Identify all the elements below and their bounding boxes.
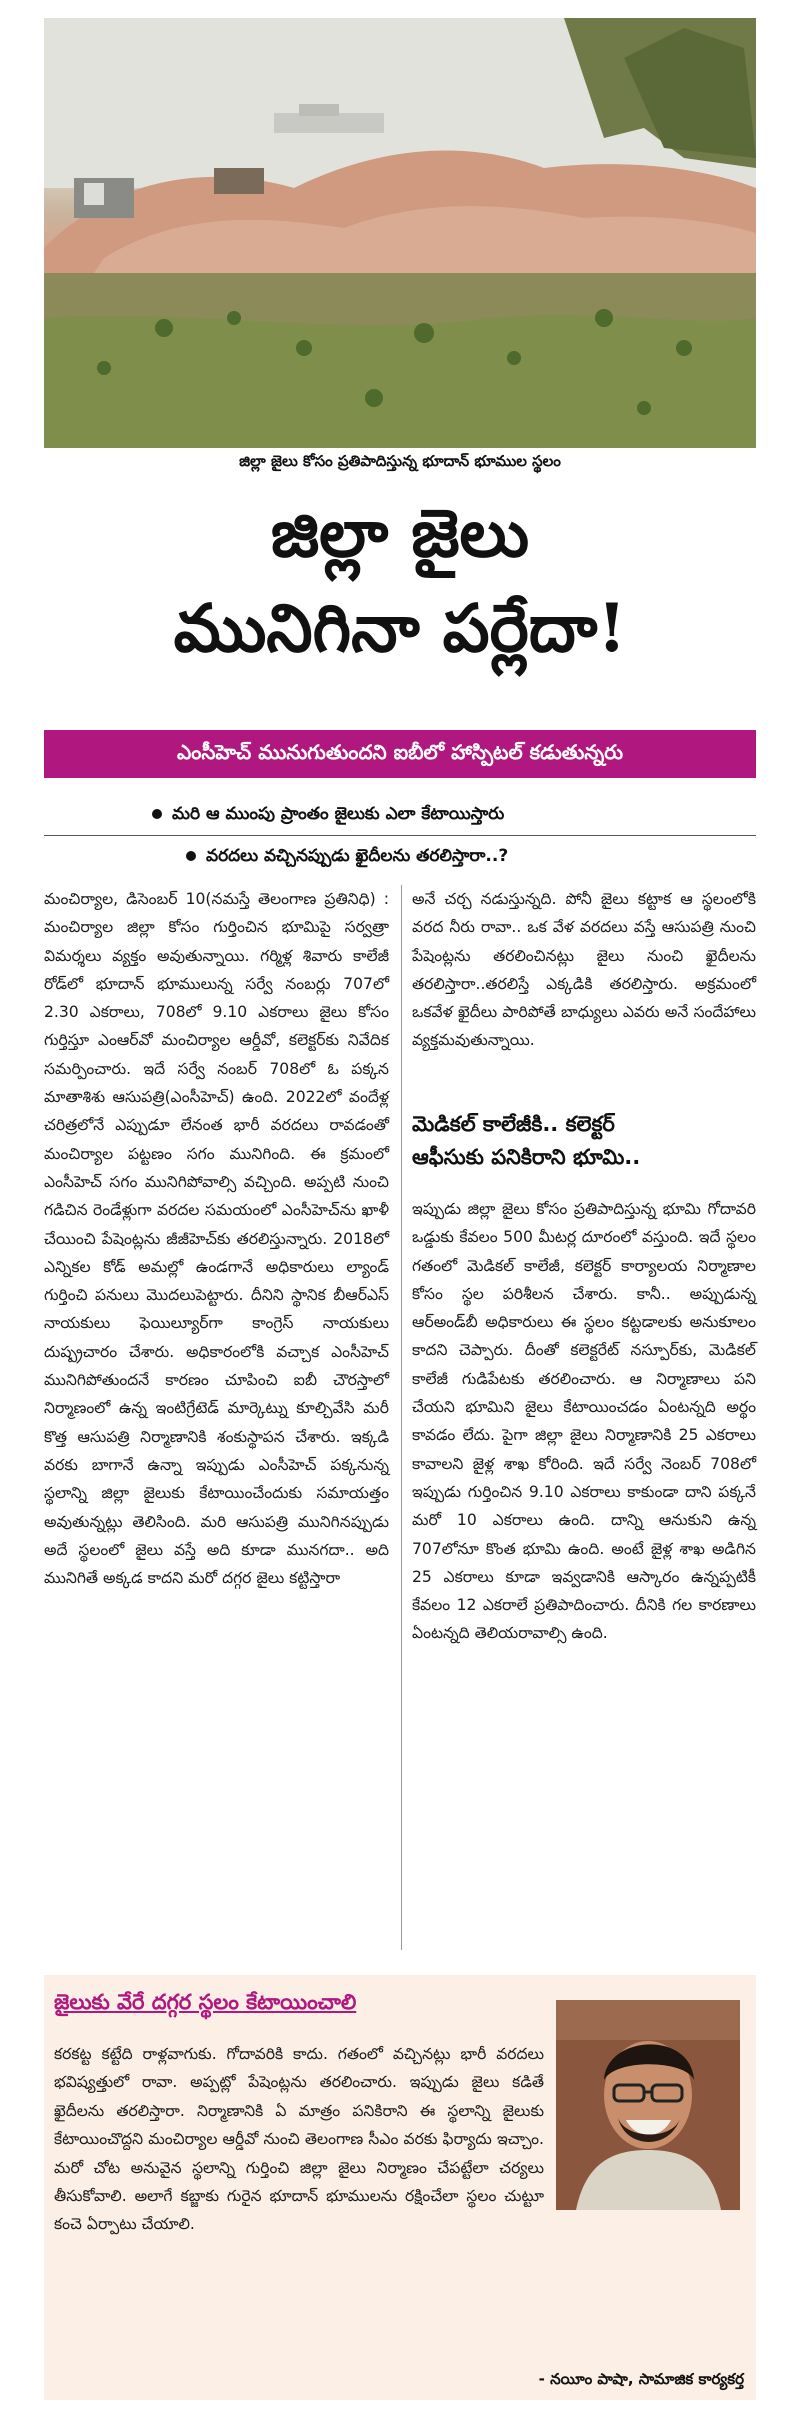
divider [44,835,756,836]
subheading-2 [186,846,508,870]
article-right-top-text: అనే చర్చ నడుస్తున్నది. పోనీ జైలు కట్టాక ఆ స్థలంలోకి వరద నీరు రావా.. ఒక వేళ వరదలు వస్తే ఆసుపత్రి నుంచి పేషెంట్లను తరలించినట్లు జైలు నుంచి ఖైదీలను తరలిస్తారా..తరలిస్తే ఎక్కడికి తరలిస్తారు. అక్రమంలో ఒకవేళ ఖైదీలు పారిపోతే బాధ్యులు ఎవరు అనే సందేహాలు వ్యక్తమవుతున్నాయి. [412,890,756,1050]
right-subheading-line-1: మెడికల్ కాలేజీకి.. కలెక్టర్ [412,1112,615,1136]
subheading-2-text: వరదలు వచ్చినప్పుడు ఖైదీలను తరలిస్తారా..? [206,846,509,866]
article-right-column-bottom [412,1195,756,1648]
article-right-bottom-text: ఇప్పుడు జిల్లా జైలు కోసం ప్రతిపాదిస్తున్న భూమి గోదావరి ఒడ్డుకు కేవలం 500 మీటర్ల దూరంలో వస్తుంది. ఇదే స్థలం గతంలో మెడికల్ కాలేజీ, కలెక్టర్ కార్యాలయ నిర్మాణాల కోసం స్థల పరిశీలన చేశారు. కానీ.. అప్పుడున్న ఆర్‌అండ్‌బీ అధికారులు ఈ స్థలం కట్టడాలకు అనుకూలం కాదని చెప్పారు. దీంతో కలెక్టరేట్ నస్పూర్‌కు, మెడికల్ కాలేజీ గుడిపేటకు తరలించారు. ఆ నిర్మాణాలు పని చేయని భూమిని జైలు కేటాయించడం ఏంటన్నది అర్థం కావడం లేదు. పైగా జిల్లా జైలు నిర్మాణానికి 25 ఎకరాలు కావాలని జైళ్ల శాఖ కోరింది. ఇదే సర్వే నెంబర్ 708లో ఇప్పుడు గుర్తించిన 9.10 ఎకరాలు కాకుండా దాని పక్కనే మరో 10 ఎకరాలు ఉంది. దాన్ని ఆనుకుని ఉన్న 707లోనూ కొంత భూమి ఉంది. అంటే జైళ్ల శాఖ అడిగిన 25 ఎకరాలు కూడా ఇవ్వడానికి ఆస్కారం ఉన్నప్పటికీ కేవలం 12 ఎకరాలే ప్రతిపాదించారు. దీనికి గల కారణాలు ఏంటన్నది తెలియరావాల్సి ఉంది. [412,1200,756,1643]
quote-author: - నయీం పాషా, సామాజిక కార్యకర్త [538,2370,744,2388]
headline-banner: ఎంసీహెచ్ మునుగుతుందని ఐబీలో హాస్పిటల్ కడుతున్నరు [44,730,756,778]
quote-box-title: జైలుకు వేరే దగ్గర స్థలం కేటాయించాలి [54,1990,357,2014]
headline-line-2: మునిగినా పర్లేదా! [173,589,627,667]
quote-box-body: కరకట్ట కట్టేది రాళ్లవాగుకు. గోదావరికి కాదు. గతంలో వచ్చినట్లు భారీ వరదలు భవిష్యత్తులో రావా. అప్పట్లో పేషెంట్లను తరలించారు. ఇప్పుడు జైలు కడితే ఖైదీలను తరలిస్తారా. నిర్మాణానికి ఏ మాత్రం పనికిరాని ఈ స్థలాన్ని జైలుకు కేటాయించొద్దని మంచిర్యాల ఆర్డీవో నుంచి తెలంగాణ సీఎం వరకు ఫిర్యాదు ఇచ్చాం. మరో చోట అనువైన స్థలాన్ని గుర్తించి జిల్లా జైలు నిర్మాణం చేపట్టేలా చర్యలు తీసుకోవాలి. అలాగే కబ్జాకు గురైన భూదాన్ భూములను రక్షించేలా స్థలం చుట్టూ కంచె ఏర్పాటు చేయాలి. [54,2045,544,2234]
right-subheading-line-2: ఆఫీసుకు పనికిరాని భూమి.. [412,1144,641,1169]
landscape-photo [44,18,756,448]
author-portrait [556,2000,740,2210]
article-right-column-top [412,885,756,1055]
bullet-icon [152,809,162,819]
article-left-text: మంచిర్యాల, డిసెంబర్ 10(నమస్తే తెలంగాణ ప్రతినిధి) : మంచిర్యాల జిల్లా కోసం గుర్తించిన భూమిపై సర్వత్రా విమర్శలు వ్యక్తం అవుతున్నాయి. గర్మిళ్ల శివారు కాలేజీ రోడ్‌లో భూదాన్ భూములున్న సర్వే నంబర్లు 707లో 2.30 ఎకరాలు, 708లో 9.10 ఎకరాలు జైలు కోసం గుర్తిస్తూ ఎంఆర్‌వో మంచిర్యాల ఆర్డీవో, కలెక్టర్‌కు నివేదిక సమర్పించారు. ఇదే సర్వే నంబర్ 708లో ఓ పక్కన మాతాశిశు ఆసుపత్రి(ఎంసీహెచ్) ఉంది. 2022లో వందేళ్ల చరిత్రలోనే ఎప్పుడూ లేనంత భారీ వరదలు రావడంతో మంచిర్యాల పట్టణం సగం మునిగింది. ఈ క్రమంలో ఎంసీహెచ్ సగం మునిగిపోవాల్సి వచ్చింది. అప్పటి నుంచి గడిచిన రెండేళ్లుగా వరదల సమయంలో ఎంసీహెచ్‌ను ఖాళీ చేయించి పేషెంట్లను జీజీహెచ్‌కు తరలిస్తున్నారు. 2018లో ఎన్నికల కోడ్ అమల్లో ఉండగానే అధికారులు ల్యాండ్ గుర్తించి పనులు మొదలుపెట్టారు. దీనిని స్థానిక బీఆర్ఎస్ నాయకులు ఫెయిల్యూర్‌గా కాంగ్రెస్ నాయకులు దుష్ప్రచారం చేశారు. అధికారంలోకి వచ్చాక ఎంసీహెచ్ మునిగిపోతుందనే కారణం చూపించి ఐబీ చౌరస్తాలో నిర్మాణంలో ఉన్న ఇంటిగ్రేటెడ్ మార్కెట్ను కూల్చివేసి మరీ కొత్త ఆసుపత్రి నిర్మాణానికి శంకుస్థాపన చేశారు. ఇక్కడి వరకు బాగానే ఉన్నా ఇప్పుడు ఎంసీహెచ్ పక్కనున్న స్థలాన్ని జిల్లా జైలుకు కేటాయించేందుకు సమాయత్తం అవుతున్నట్లు తెలిసింది. మరి ఆసుపత్రి మునిగినప్పుడు అదే స్థలంలో జైలు వస్తే అది కూడా మునగదా.. అది మునిగితే అక్కడ కాదని మరో దగ్గర జైలు కట్టిస్తారా [44,890,389,1588]
article-left-column [44,885,389,1592]
subheading-1-text: మరి ఆ ముంపు ప్రాంతం జైలుకు ఎలా కేటాయిస్తారు [172,804,505,824]
column-divider [401,885,402,1950]
bullet-icon [186,851,196,861]
photo-caption: జిల్లా జైలు కోసం ప్రతిపాదిస్తున్న భూదాన్ భూముల స్థలం [239,452,561,470]
subheading-1 [152,804,504,828]
headline-line-1: జిల్లా జైలు [270,494,530,572]
right-subheading [412,1108,640,1173]
